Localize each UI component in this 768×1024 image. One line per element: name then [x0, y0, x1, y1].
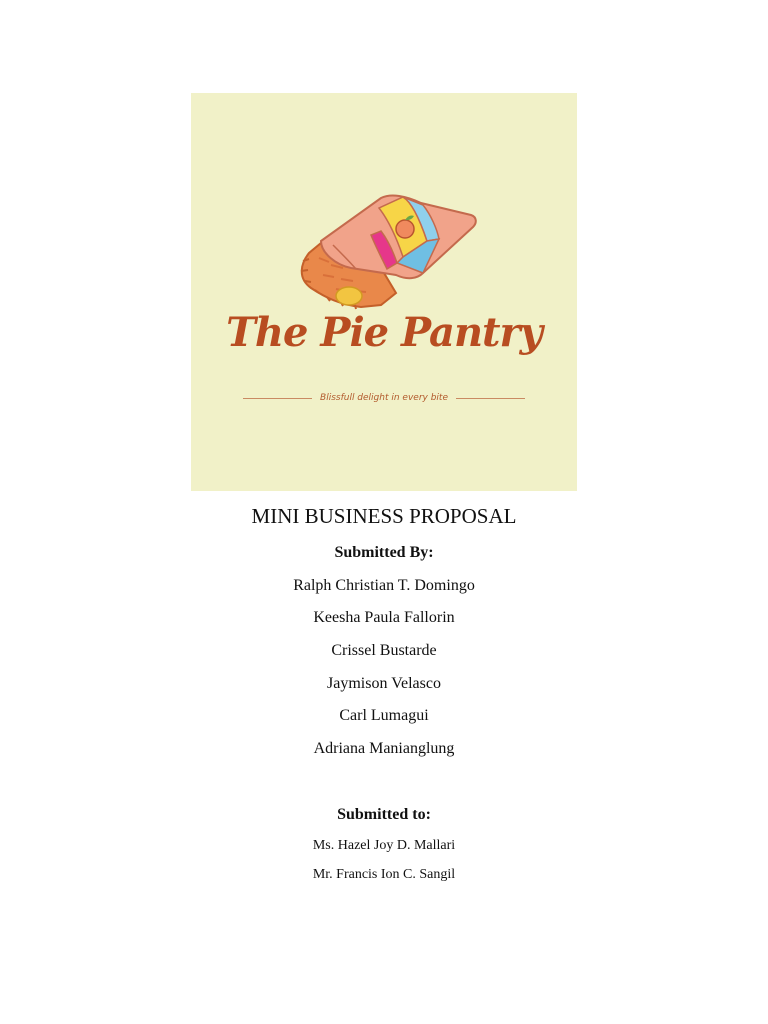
submitted-by-heading: Submitted By:: [334, 544, 434, 561]
brand-tagline: Blissfull delight in every bite: [320, 393, 448, 403]
logo-panel: [191, 93, 577, 491]
tagline-row: [243, 391, 525, 405]
submitter-name: Keesha Paula Fallorin: [313, 609, 455, 626]
submitter-name: Ralph Christian T. Domingo: [293, 577, 475, 594]
pie-illustration-icon: [191, 93, 577, 491]
recipient-name: Mr. Francis Ion C. Sangil: [312, 867, 456, 882]
brand-name: The Pie Pantry: [226, 309, 542, 356]
submitter-name: Adriana Manianglung: [313, 740, 455, 757]
tagline-left-rule: [243, 398, 312, 399]
document-title: MINI BUSINESS PROPOSAL: [251, 504, 517, 528]
submitted-to-heading: Submitted to:: [337, 806, 431, 823]
submitter-name: Jaymison Velasco: [327, 675, 441, 692]
recipient-name: Ms. Hazel Joy D. Mallari: [312, 838, 456, 853]
submitter-name: Carl Lumagui: [339, 707, 429, 724]
tagline-right-rule: [456, 398, 525, 399]
submitter-name: Crissel Bustarde: [331, 642, 437, 659]
